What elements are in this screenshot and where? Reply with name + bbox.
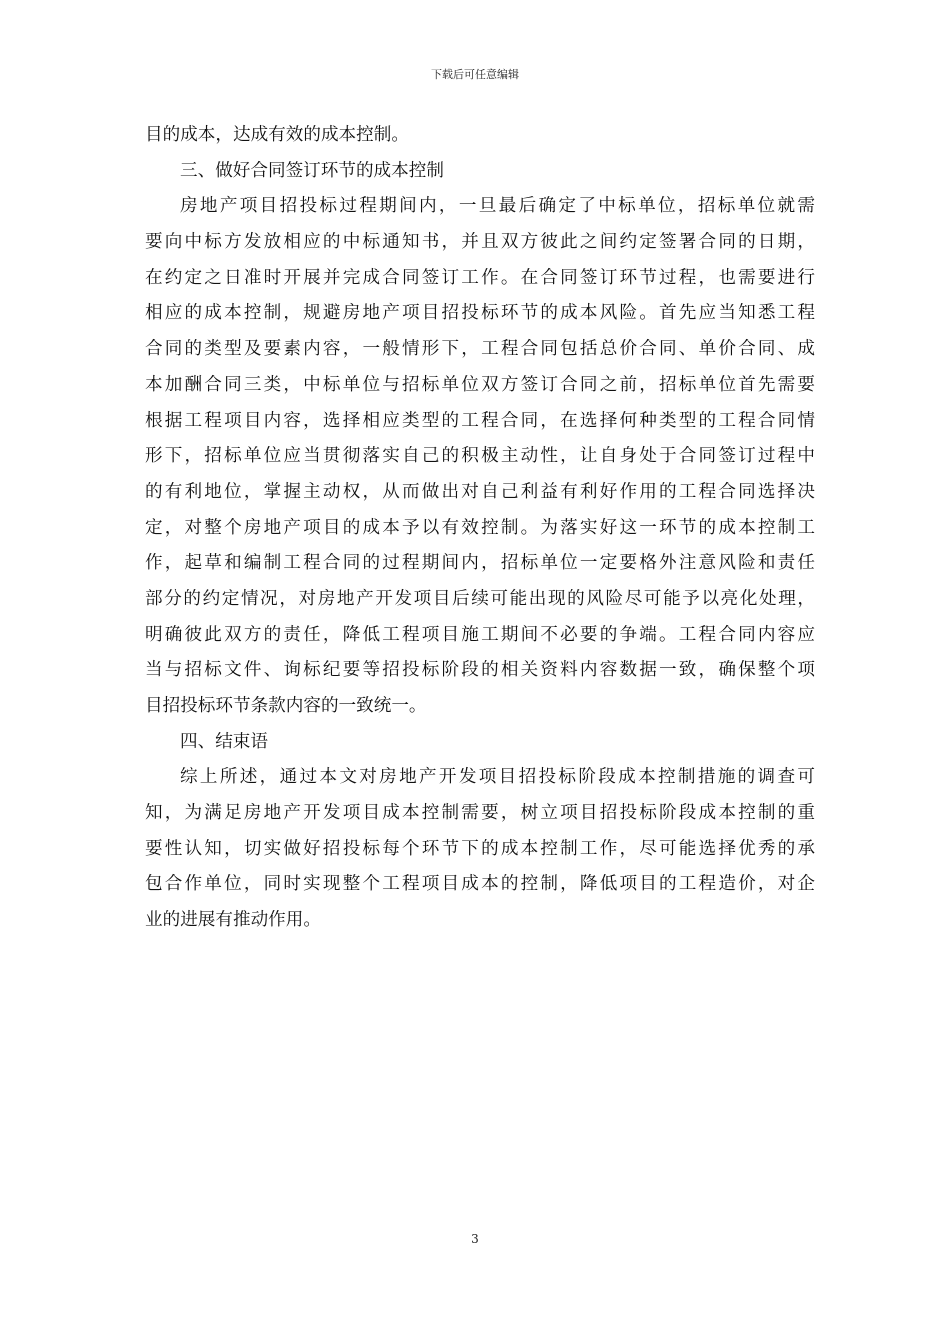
text-line: 业的进展有推动作用。	[145, 910, 321, 931]
text-line: 明确彼此双方的责任，降低工程项目施工期间不必要的争端。工程合同内容应	[145, 624, 815, 645]
text-line: 根据工程项目内容，选择相应类型的工程合同，在选择何种类型的工程合同情	[145, 410, 815, 431]
text-line: 形下，招标单位应当贯彻落实自己的积极主动性，让自身处于合同签订过程中	[145, 446, 815, 467]
text-line: 房地产项目招投标过程期间内，一旦最后确定了中标单位，招标单位就需	[180, 196, 815, 217]
text-line: 包合作单位，同时实现整个工程项目成本的控制，降低项目的工程造价，对企	[145, 874, 815, 895]
text-line: 作，起草和编制工程合同的过程期间内，招标单位一定要格外注意风险和责任	[145, 553, 815, 574]
text-line: 要向中标方发放相应的中标通知书，并且双方彼此之间约定签署合同的日期，	[145, 232, 815, 253]
text-line: 知，为满足房地产开发项目成本控制需要，树立项目招投标阶段成本控制的重	[145, 803, 815, 824]
text-line: 相应的成本控制，规避房地产项目招投标环节的成本风险。首先应当知悉工程	[145, 303, 815, 324]
page-header-note: 下载后可任意编辑	[431, 68, 519, 81]
text-line: 当与招标文件、询标纪要等招投标阶段的相关资料内容数据一致，确保整个项	[145, 660, 815, 681]
page-number: 3	[471, 1232, 479, 1246]
text-line: 部分的约定情况，对房地产开发项目后续可能出现的风险尽可能予以亮化处理，	[145, 588, 815, 609]
text-line: 综上所述，通过本文对房地产开发项目招投标阶段成本控制措施的调查可	[180, 767, 815, 788]
section-heading: 三、做好合同签订环节的成本控制	[180, 160, 444, 181]
text-line: 定，对整个房地产项目的成本予以有效控制。为落实好这一环节的成本控制工	[145, 517, 815, 538]
document-body	[145, 118, 815, 939]
text-line: 本加酬合同三类，中标单位与招标单位双方签订合同之前，招标单位首先需要	[145, 374, 815, 395]
text-line: 要性认知，切实做好招投标每个环节下的成本控制工作，尽可能选择优秀的承	[145, 838, 815, 859]
text-line: 目招投标环节条款内容的一致统一。	[145, 696, 427, 716]
text-line: 在约定之日准时开展并完成合同签订工作。在合同签订环节过程，也需要进行	[145, 267, 815, 288]
text-line: 合同的类型及要素内容，一般情形下，工程合同包括总价合同、单价合同、成	[145, 339, 815, 360]
text-line: 目的成本，达成有效的成本控制。	[145, 125, 409, 145]
section-heading: 四、结束语	[180, 731, 268, 752]
text-line: 的有利地位，掌握主动权，从而做出对自己利益有利好作用的工程合同选择决	[145, 481, 815, 502]
